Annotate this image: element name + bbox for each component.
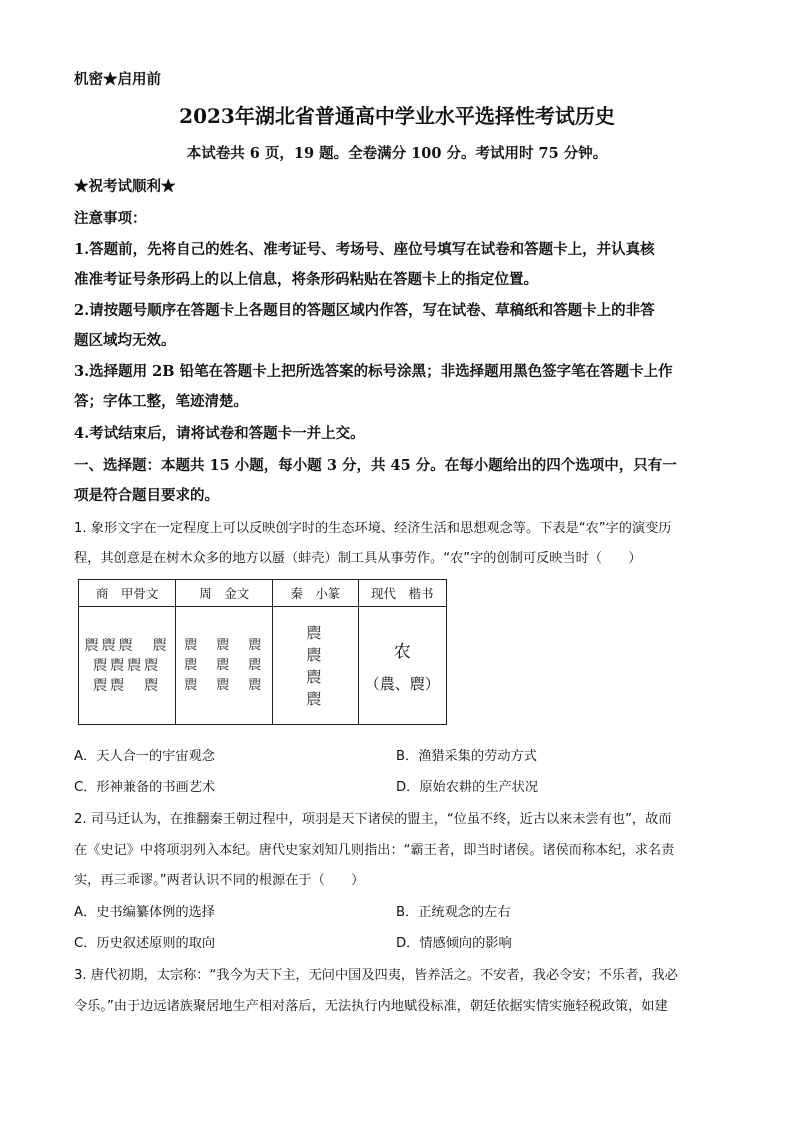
option-c: C．历史叙述原则的取向 (74, 936, 216, 951)
option-b: B．渔猎采集的劳动方式 (396, 749, 537, 764)
option-a: A．史书编纂体例的选择 (74, 905, 215, 920)
option-d: D．原始农耕的生产状况 (396, 780, 539, 795)
modern-variants: （農、䢉） (364, 674, 440, 693)
note-line: 题区域均无效。 (74, 332, 176, 349)
table-header: 周 金文 (176, 580, 273, 607)
note-line: 准准考证号条形码上的以上信息，将条形码粘贴在答题卡上的指定位置。 (74, 271, 538, 288)
section-heading: 一、选择题：本题共 15 小题，每小题 3 分，共 45 分。在每小题给出的四个选项中，只有一 (74, 457, 677, 474)
oracle-bone-glyphs: 䢉䢉䢉 䢉 䢉䢉䢉䢉 䢉䢉 䢉 (84, 637, 170, 694)
question-2-text: 实，再三乖谬。”两者认识不同的根源在于（ ） (74, 873, 365, 888)
option-d: D．情感倾向的影响 (396, 936, 512, 951)
option-c: C．形神兼备的书画艺术 (74, 780, 216, 795)
section-heading: 项是符合题目要求的。 (74, 487, 219, 504)
note-line: 3.选择题用 2B 铅笔在答题卡上把所选答案的标号涂黑；非选择题用黑色签字笔在答题卡上作 (74, 363, 673, 380)
question-3-text: 令乐。”由于边远诸族聚居地生产相对落后，无法执行内地赋役标准，朝廷依据实情实施轻税政策，如建 (74, 999, 668, 1014)
notes-heading: 注意事项： (74, 210, 147, 227)
option-b: B．正统观念的左右 (396, 905, 511, 920)
note-line: 4.考试结束后，请将试卷和答题卡一并上交。 (74, 425, 365, 442)
note-line: 答；字体工整，笔迹清楚。 (74, 393, 248, 410)
question-1-text: 1. 象形文字在一定程度上可以反映创字时的生态环境、经济生活和思想观念等。下表是“农”字的演变历 (74, 521, 672, 536)
option-a: A．天人合一的宇宙观念 (74, 749, 215, 764)
table-header: 商 甲骨文 (79, 580, 176, 607)
wish-line: ★祝考试顺利★ (74, 178, 176, 195)
bronze-cell (176, 607, 273, 725)
exam-title: 2023年湖北省普通高中学业水平选择性考试历史 (179, 104, 615, 128)
seal-glyphs: 䢉 䢉 䢉 䢉 (306, 623, 325, 708)
secret-mark: 机密★启用前 (74, 71, 161, 88)
question-2-text: 在《史记》中将项羽列入本纪。唐代史家刘知几则指出：“霸王者，即当时诸侯。诸侯而称本纪，求名责 (74, 843, 675, 858)
question-2-text: 2. 司马迁认为，在推翻秦王朝过程中，项羽是天下诸侯的盟主，“位虽不终，近古以来未尝有也”，故而 (74, 812, 672, 827)
table-header: 现代 楷书 (358, 580, 446, 607)
oracle-bone-cell (79, 607, 176, 725)
exam-subtitle: 本试卷共 6 页，19 题。全卷满分 100 分。考试用时 75 分钟。 (186, 145, 608, 162)
question-3-text: 3. 唐代初期，太宗称：“我今为天下主，无问中国及四夷，皆养活之。不安者，我必令安；不乐者，我必 (74, 968, 678, 983)
bronze-glyphs: 䢉 䢉 䢉 䢉 䢉 䢉 䢉 䢉 䢉 (184, 637, 265, 693)
table-header: 秦 小篆 (273, 580, 358, 607)
seal-cell (273, 607, 358, 725)
note-line: 2.请按题号顺序在答题卡上各题目的答题区域内作答，写在试卷、草稿纸和答题卡上的非答 (74, 302, 655, 319)
character-evolution-table (78, 579, 447, 725)
modern-cell (358, 607, 446, 725)
question-1-text: 程，其创意是在树木众多的地方以蜃（蚌壳）制工具从事劳作。“农”字的创制可反映当时（ ） (74, 551, 642, 566)
note-line: 1.答题前，先将自己的姓名、准考证号、考场号、座位号填写在试卷和答题卡上，并认真核 (74, 241, 655, 258)
modern-character: 农 (393, 641, 411, 662)
